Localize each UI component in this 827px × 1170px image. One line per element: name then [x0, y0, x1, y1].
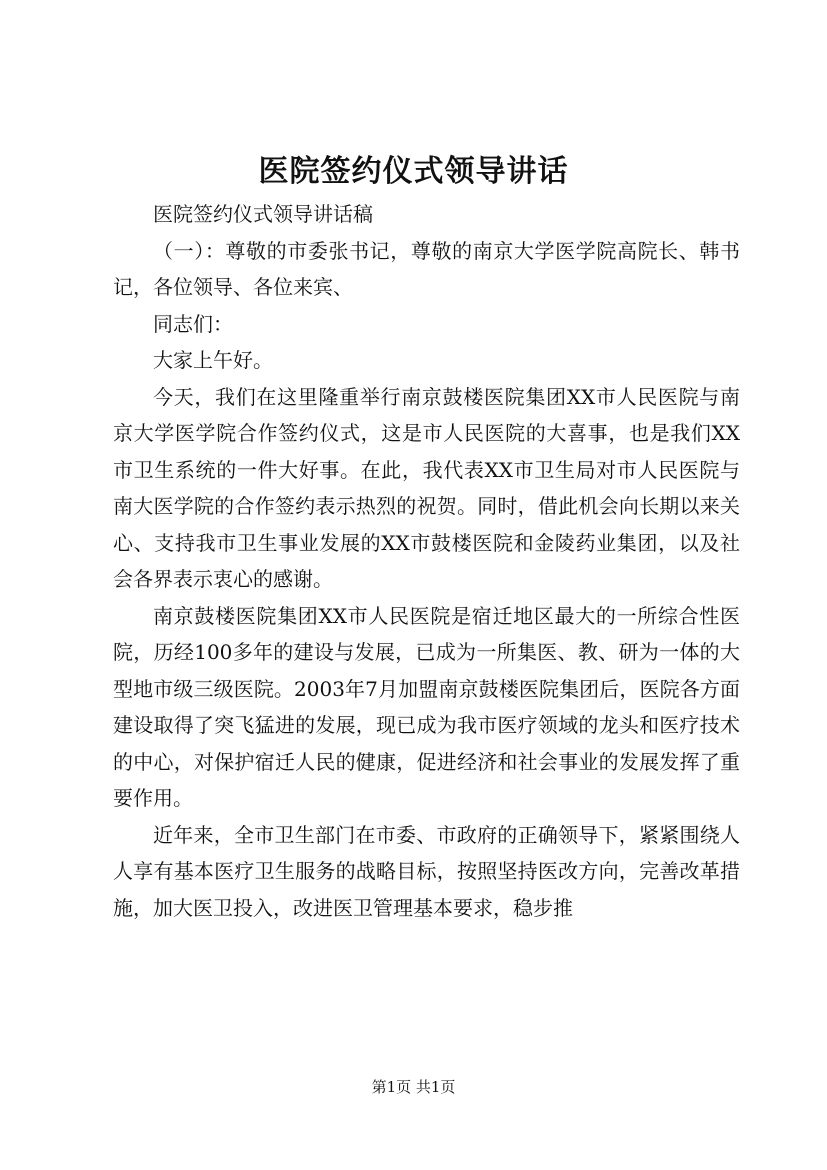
- paragraph-body-2: 南京鼓楼医院集团XX市人民医院是宿迁地区最大的一所综合性医院，历经100多年的建设与发展，已成为一所集医、教、研为一体的大型地市级三级医院。2003年7月加盟南京鼓楼医院集团后，医院各方面建设取得了突飞猛进的发展，现已成为我市医疗领域的龙头和医疗技术的中心，对保护宿迁人民的健康，促进经济和社会事业的发展发挥了重要作用。: [113, 603, 740, 810]
- paragraph-subtitle: 医院签约仪式领导讲话稿: [153, 202, 373, 226]
- paragraph-body-3: 近年来，全市卫生部门在市委、市政府的正确领导下，紧紧围绕人人享有基本医疗卫生服务的战略目标，按照坚持医改方向，完善改革措施，加大医卫投入，改进医卫管理基本要求，稳步推: [113, 822, 740, 920]
- paragraph-comrades: 同志们：: [153, 311, 233, 336]
- document-body: [113, 196, 740, 926]
- document-title: 医院签约仪式领导讲话: [258, 154, 569, 189]
- paragraph-greeting: 大家上午好。: [153, 348, 273, 372]
- paragraph-salutation: （一）：尊敬的市委张书记，尊敬的南京大学医学院高院长、韩书记，各位领导、各位来宾、: [113, 238, 740, 299]
- page-footer: 第1页 共1页: [371, 1078, 456, 1096]
- paragraph-body-1: 今天，我们在这里隆重举行南京鼓楼医院集团XX市人民医院与南京大学医学院合作签约仪式，这是市人民医院的大喜事，也是我们XX市卫生系统的一件大好事。在此，我代表XX市卫生局对市人民医院与南大医学院的合作签约表示热烈的祝贺。同时，借此机会向长期以来关心、支持我市卫生事业发展的XX市鼓楼医院和金陵药业集团，以及社会各界表示衷心的感谢。: [113, 384, 740, 591]
